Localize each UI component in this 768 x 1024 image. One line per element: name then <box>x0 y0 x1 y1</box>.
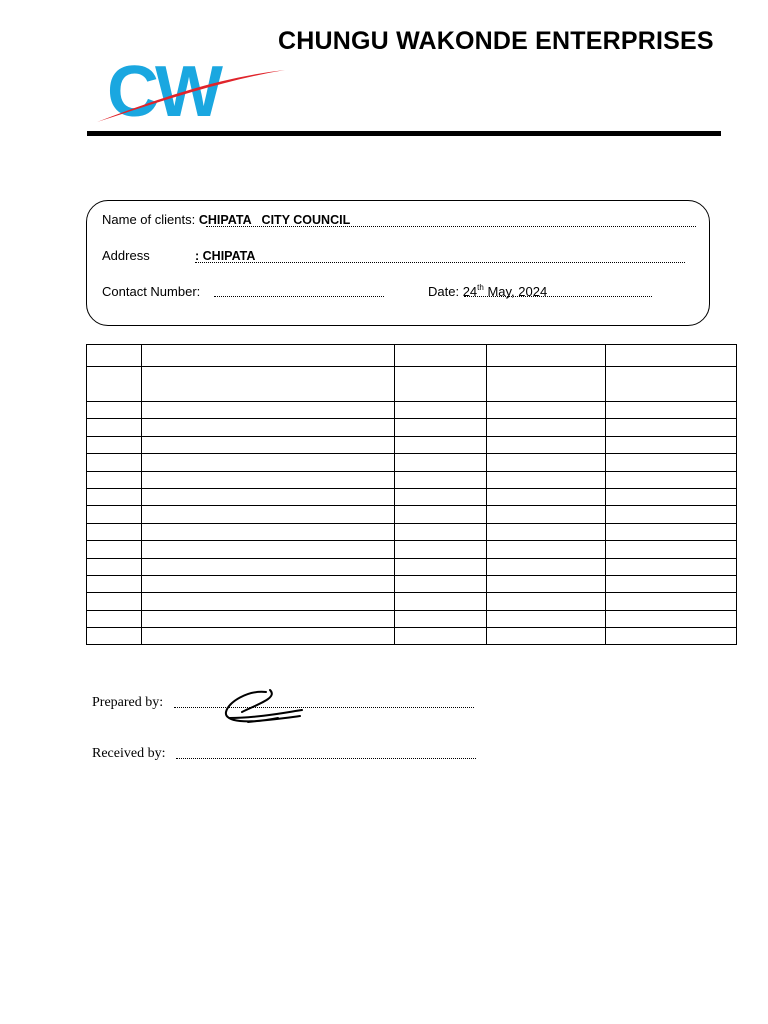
table-cell <box>142 610 395 627</box>
table-cell <box>87 506 142 523</box>
table-cell <box>87 593 142 610</box>
table-cell <box>142 593 395 610</box>
date-day: 24 <box>462 284 478 299</box>
table-cell <box>142 454 395 471</box>
table-cell <box>395 419 487 436</box>
table-cell <box>142 523 395 540</box>
table-cell <box>142 488 395 505</box>
table-cell <box>606 454 737 471</box>
table-cell <box>395 523 487 540</box>
table-cell <box>142 402 395 419</box>
table-cell <box>395 628 487 645</box>
table-cell <box>487 523 606 540</box>
table-cell <box>487 541 606 558</box>
table-cell <box>142 628 395 645</box>
signature <box>218 684 308 730</box>
received-by-label: Received by: <box>92 746 166 761</box>
table-cell <box>487 419 606 436</box>
date-dots <box>464 296 652 297</box>
table-cell <box>142 367 395 402</box>
table-cell <box>87 419 142 436</box>
table-row <box>87 506 737 523</box>
table-cell <box>395 454 487 471</box>
table-cell <box>487 345 606 367</box>
address-dots <box>195 262 685 263</box>
table-row <box>87 628 737 645</box>
table-cell <box>395 345 487 367</box>
client-name-field <box>102 212 350 227</box>
company-name: CHUNGU WAKONDE ENTERPRISES <box>278 27 714 55</box>
table-cell <box>87 367 142 402</box>
table-cell <box>395 367 487 402</box>
table-cell <box>142 558 395 575</box>
table-cell <box>487 471 606 488</box>
table-row <box>87 436 737 453</box>
table-cell <box>87 628 142 645</box>
table-cell <box>87 523 142 540</box>
table-cell <box>606 402 737 419</box>
table-cell <box>142 575 395 592</box>
table-cell <box>87 488 142 505</box>
table-cell <box>487 436 606 453</box>
table-cell <box>87 436 142 453</box>
date-label: Date: <box>428 284 460 299</box>
table-cell <box>487 402 606 419</box>
table-cell <box>487 610 606 627</box>
address-value: : CHIPATA <box>195 249 256 263</box>
logo-text: CW <box>107 58 219 128</box>
table-cell <box>487 575 606 592</box>
client-name-label: Name of clients: <box>102 212 196 227</box>
table-cell <box>87 541 142 558</box>
table-row <box>87 471 737 488</box>
table-cell <box>395 541 487 558</box>
items-table <box>86 344 737 645</box>
table-cell <box>142 541 395 558</box>
table-cell <box>606 345 737 367</box>
table-cell <box>395 471 487 488</box>
table-cell <box>606 593 737 610</box>
table-cell <box>87 402 142 419</box>
date-rest: May, 2024 <box>483 284 548 299</box>
received-by-line <box>176 758 476 759</box>
table-row <box>87 558 737 575</box>
table-cell <box>487 558 606 575</box>
table-cell <box>606 367 737 402</box>
table-cell <box>395 506 487 523</box>
contact-dots <box>214 296 384 297</box>
table-cell <box>142 345 395 367</box>
table-cell <box>395 402 487 419</box>
table-row <box>87 419 737 436</box>
table-row <box>87 610 737 627</box>
table-row <box>87 593 737 610</box>
table-row <box>87 402 737 419</box>
items-table-body <box>87 345 737 645</box>
table-cell <box>487 367 606 402</box>
table-cell <box>142 471 395 488</box>
table-cell <box>395 593 487 610</box>
table-cell <box>87 471 142 488</box>
client-name-dots <box>206 226 696 227</box>
prepared-by-label: Prepared by: <box>92 695 164 710</box>
table-cell <box>87 454 142 471</box>
table-row <box>87 454 737 471</box>
client-name-value: CHIPATA CITY COUNCIL <box>198 213 351 227</box>
table-cell <box>487 593 606 610</box>
table-cell <box>606 436 737 453</box>
table-cell <box>606 575 737 592</box>
table-cell <box>606 628 737 645</box>
table-row <box>87 367 737 402</box>
table-cell <box>395 610 487 627</box>
table-cell <box>395 558 487 575</box>
table-cell <box>142 506 395 523</box>
table-cell <box>487 506 606 523</box>
table-cell <box>395 575 487 592</box>
table-cell <box>606 558 737 575</box>
table-cell <box>142 419 395 436</box>
address-label: Address <box>102 248 150 263</box>
table-row <box>87 488 737 505</box>
table-cell <box>487 488 606 505</box>
contact-label: Contact Number: <box>102 284 201 299</box>
table-row <box>87 523 737 540</box>
table-cell <box>606 541 737 558</box>
table-cell <box>87 558 142 575</box>
table-cell <box>606 419 737 436</box>
header-rule <box>87 131 721 136</box>
table-cell <box>606 506 737 523</box>
table-row <box>87 345 737 367</box>
table-cell <box>487 454 606 471</box>
table-row <box>87 541 737 558</box>
table-cell <box>487 628 606 645</box>
table-cell <box>395 436 487 453</box>
table-cell <box>87 575 142 592</box>
table-cell <box>606 523 737 540</box>
table-cell <box>87 345 142 367</box>
table-cell <box>606 471 737 488</box>
table-cell <box>87 610 142 627</box>
company-logo <box>95 58 290 128</box>
table-cell <box>142 436 395 453</box>
table-row <box>87 575 737 592</box>
table-cell <box>395 488 487 505</box>
date-suffix: th <box>477 283 484 292</box>
table-cell <box>606 488 737 505</box>
table-cell <box>606 610 737 627</box>
